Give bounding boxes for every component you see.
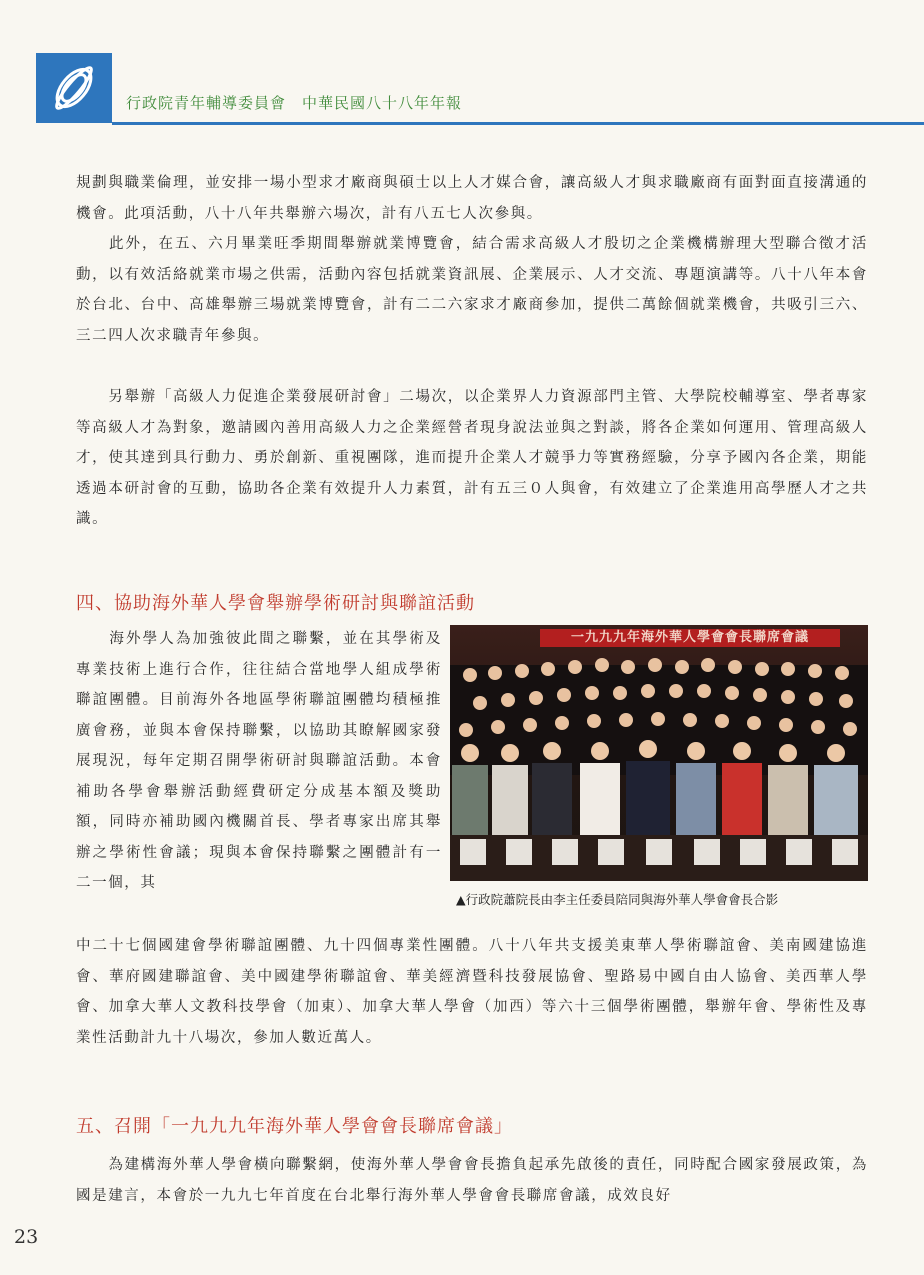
photo-banner: 一九九九年海外華人學會會長聯席會議	[540, 629, 840, 647]
header-title: 行政院青年輔導委員會 中華民國八十八年年報	[126, 94, 463, 112]
photo-caption: ▲行政院蕭院長由李主任委員陪同與海外華人學會會長合影	[456, 892, 779, 907]
logo-rings-icon	[36, 53, 112, 123]
logo	[36, 53, 112, 123]
group-photo-people	[450, 625, 868, 881]
section-5-heading: 五、召開「一九九九年海外華人學會會長聯席會議」	[76, 1116, 513, 1137]
page-number: 23	[14, 1226, 39, 1248]
group-photo	[450, 625, 868, 881]
paragraph-3: 另舉辦「高級人力促進企業發展研討會」二場次，以企業界人力資源部門主管、大學院校輔導室、學者專家等高級人才為對象，邀請國內善用高級人力之企業經營者現身說法並與之對談，將各企業如何運用、管理高級人才，使其達到具行動力、勇於創新、重視團隊，進而提升企業人才競爭力等實務經驗，分享予國內各企業，期能透過本研討會的互動，協助各企業有效提升人力素質，計有五三０人與會，有效建立了企業進用高學歷人才之共識。	[76, 389, 868, 527]
section-5-text: 為建構海外華人學會橫向聯繫網，使海外華人學會會長擔負起承先啟後的責任，同時配合國家發展政策，為國是建言，本會於一九九七年首度在台北舉行海外華人學會會長聯席會議，成效良好	[76, 1157, 868, 1204]
section-4-column-text: 海外學人為加強彼此間之聯繫，並在其學術及專業技術上進行合作，往往結合當地學人組成學術聯誼團體。目前海外各地區學術聯誼團體均積極推廣會務，並與本會保持聯繫，以協助其瞭解國家發展現況，每年定期召開學術研討與聯誼活動。本會補助各學會舉辦活動經費研定分成基本額及獎助額，同時亦補助國內機關首長、學者專家出席其舉辦之學術性會議；現與本會保持聯繫之團體計有一二一個，其	[76, 631, 442, 891]
paragraph-1: 規劃與職業倫理，並安排一場小型求才廠商與碩士以上人才媒合會，讓高級人才與求職廠商有面對面直接溝通的機會。此項活動，八十八年共舉辦六場次，計有八五七人次參與。	[76, 175, 868, 222]
section-4-continued-text: 中二十七個國建會學術聯誼團體、九十四個專業性團體。八十八年共支援美東華人學術聯誼會、美南國建協進會、華府國建聯誼會、美中國建學術聯誼會、華美經濟暨科技發展協會、聖路易中國自由人協會、美西華人學會、加拿大華人文教科技學會（加東）、加拿大華人學會（加西）等六十三個學術團體，舉辦年會、學術性及專業性活動計九十八場次，參加人數近萬人。	[76, 938, 868, 1046]
section-4-heading: 四、協助海外華人學會舉辦學術研討與聯誼活動	[76, 593, 475, 614]
paragraph-2: 此外，在五、六月畢業旺季期間舉辦就業博覽會，結合需求高級人才殷切之企業機構辦理大型聯合徵才活動，以有效活絡就業市場之供需，活動內容包括就業資訊展、企業展示、人才交流、專題演講等。八十八年本會於台北、台中、高雄舉辦三場就業博覽會，計有二二六家求才廠商參加，提供二萬餘個就業機會，共吸引三六、三二四人次求職青年參與。	[76, 236, 868, 344]
header-rule	[112, 122, 924, 125]
